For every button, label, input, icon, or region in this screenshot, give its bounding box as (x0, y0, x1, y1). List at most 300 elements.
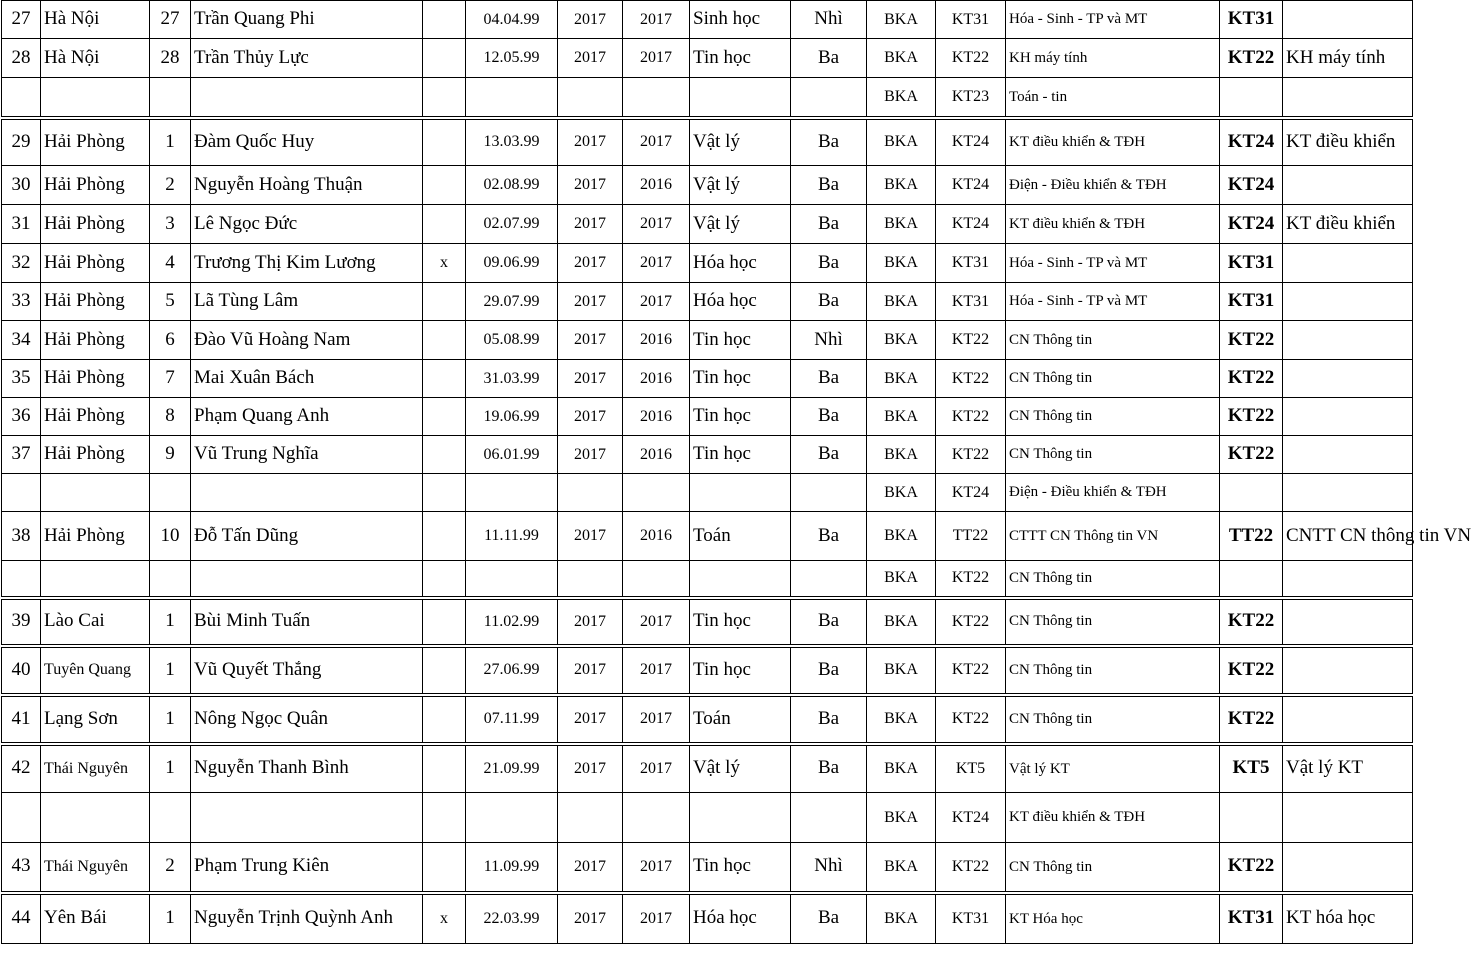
cell-prize: Ba (791, 598, 867, 646)
cell-subject: Vật lý (690, 205, 791, 244)
table-row (2, 244, 1413, 283)
cell-subject: Vật lý (690, 744, 791, 793)
cell-name: Trần Thủy Lực (191, 39, 423, 78)
cell-result: KT22 (1220, 695, 1283, 744)
cell-subject: Tin học (690, 321, 791, 360)
cell-school: BKA (867, 398, 936, 436)
cell-dob: 29.07.99 (466, 283, 558, 321)
cell-year-1: 2017 (558, 436, 623, 474)
cell-year-1: 2017 (558, 646, 623, 695)
student-table (1, 0, 1471, 944)
cell-prize: Ba (791, 398, 867, 436)
table-row (2, 474, 1413, 512)
cell-code: KT31 (936, 1, 1006, 39)
cell-prize: Ba (791, 39, 867, 78)
cell-female: x (423, 244, 466, 283)
cell-female (423, 646, 466, 695)
cell-subject (690, 474, 791, 512)
cell-result: KT5 (1220, 744, 1283, 793)
cell-year-1: 2017 (558, 360, 623, 398)
cell-result: KT22 (1220, 843, 1283, 893)
cell-dob: 07.11.99 (466, 695, 558, 744)
cell-sbd (150, 78, 191, 118)
cell-subject: Tin học (690, 646, 791, 695)
cell-note (1283, 283, 1413, 321)
cell-sbd (150, 474, 191, 512)
cell-note (1283, 321, 1413, 360)
cell-result: KT31 (1220, 893, 1283, 944)
table-row (2, 1, 1413, 39)
cell-subject (690, 78, 791, 118)
table-row (2, 118, 1413, 166)
table-row (2, 166, 1413, 205)
cell-subject: Vật lý (690, 118, 791, 166)
cell-name: Trương Thị Kim Lương (191, 244, 423, 283)
cell-year-1: 2017 (558, 118, 623, 166)
cell-sbd: 1 (150, 893, 191, 944)
table-row (2, 646, 1413, 695)
cell-note (1283, 244, 1413, 283)
cell-province: Hải Phòng (41, 321, 150, 360)
cell-note (1283, 474, 1413, 512)
cell-year-2: 2016 (623, 166, 690, 205)
cell-province: Hải Phòng (41, 166, 150, 205)
cell-major: KT Hóa học (1006, 893, 1220, 944)
cell-female (423, 78, 466, 118)
cell-major: Điện - Điều khiển & TĐH (1006, 474, 1220, 512)
cell-name: Đỗ Tấn Dũng (191, 512, 423, 561)
cell-year-1: 2017 (558, 39, 623, 78)
cell-code: KT24 (936, 166, 1006, 205)
cell-name: Phạm Trung Kiên (191, 843, 423, 893)
cell-female: x (423, 893, 466, 944)
cell-year-2 (623, 474, 690, 512)
cell-subject: Toán (690, 695, 791, 744)
cell-province: Thái Nguyên (41, 744, 150, 793)
table-row (2, 561, 1413, 598)
cell-result: KT22 (1220, 360, 1283, 398)
cell-province: Hải Phòng (41, 205, 150, 244)
cell-stt: 39 (2, 598, 41, 646)
cell-result (1220, 793, 1283, 843)
cell-name: Trần Quang Phi (191, 1, 423, 39)
cell-code: KT22 (936, 360, 1006, 398)
cell-result: KT24 (1220, 205, 1283, 244)
cell-stt: 44 (2, 893, 41, 944)
cell-note (1283, 398, 1413, 436)
cell-year-1: 2017 (558, 695, 623, 744)
cell-code: KT24 (936, 205, 1006, 244)
cell-dob: 13.03.99 (466, 118, 558, 166)
cell-dob: 11.09.99 (466, 843, 558, 893)
cell-stt: 33 (2, 283, 41, 321)
cell-note (1283, 843, 1413, 893)
table-row (2, 843, 1413, 893)
cell-sbd: 8 (150, 398, 191, 436)
cell-female (423, 561, 466, 598)
cell-code: KT5 (936, 744, 1006, 793)
cell-year-2: 2016 (623, 360, 690, 398)
table-row (2, 205, 1413, 244)
cell-note (1283, 436, 1413, 474)
cell-female (423, 205, 466, 244)
cell-stt: 27 (2, 1, 41, 39)
cell-name: Phạm Quang Anh (191, 398, 423, 436)
cell-school: BKA (867, 205, 936, 244)
cell-name: Nông Ngọc Quân (191, 695, 423, 744)
cell-female (423, 39, 466, 78)
cell-school: BKA (867, 1, 936, 39)
cell-result: KT22 (1220, 646, 1283, 695)
cell-major: CN Thông tin (1006, 360, 1220, 398)
cell-stt: 29 (2, 118, 41, 166)
cell-code: KT31 (936, 283, 1006, 321)
cell-year-1: 2017 (558, 205, 623, 244)
cell-year-2: 2017 (623, 205, 690, 244)
cell-female (423, 744, 466, 793)
cell-dob (466, 561, 558, 598)
cell-school: BKA (867, 166, 936, 205)
cell-prize (791, 793, 867, 843)
cell-subject: Tin học (690, 598, 791, 646)
table-row (2, 598, 1413, 646)
cell-result: KT22 (1220, 436, 1283, 474)
cell-dob: 11.11.99 (466, 512, 558, 561)
cell-female (423, 695, 466, 744)
cell-prize (791, 474, 867, 512)
cell-sbd: 1 (150, 744, 191, 793)
cell-female (423, 118, 466, 166)
cell-school: BKA (867, 118, 936, 166)
cell-sbd: 6 (150, 321, 191, 360)
cell-year-1: 2017 (558, 398, 623, 436)
cell-province: Hải Phòng (41, 436, 150, 474)
cell-major: Vật lý KT (1006, 744, 1220, 793)
cell-note (1283, 1, 1413, 39)
cell-result: KT22 (1220, 598, 1283, 646)
cell-school: BKA (867, 474, 936, 512)
cell-female (423, 512, 466, 561)
cell-year-2: 2017 (623, 1, 690, 39)
cell-name: Mai Xuân Bách (191, 360, 423, 398)
cell-sbd: 5 (150, 283, 191, 321)
cell-major: Toán - tin (1006, 78, 1220, 118)
cell-code: TT22 (936, 512, 1006, 561)
cell-school: BKA (867, 646, 936, 695)
cell-female (423, 598, 466, 646)
table-row (2, 744, 1413, 793)
cell-name: Đào Vũ Hoàng Nam (191, 321, 423, 360)
cell-note: KT điều khiển (1283, 118, 1413, 166)
cell-subject: Toán (690, 512, 791, 561)
cell-result (1220, 78, 1283, 118)
table-row (2, 283, 1413, 321)
cell-year-1: 2017 (558, 843, 623, 893)
cell-school: BKA (867, 744, 936, 793)
cell-sbd: 3 (150, 205, 191, 244)
cell-result (1220, 474, 1283, 512)
cell-major: KT điều khiển & TĐH (1006, 793, 1220, 843)
cell-code: KT22 (936, 598, 1006, 646)
cell-code: KT22 (936, 843, 1006, 893)
cell-major: CN Thông tin (1006, 321, 1220, 360)
cell-prize: Ba (791, 205, 867, 244)
cell-major: CN Thông tin (1006, 398, 1220, 436)
cell-note (1283, 78, 1413, 118)
cell-name (191, 793, 423, 843)
cell-result: TT22 (1220, 512, 1283, 561)
cell-stt: 31 (2, 205, 41, 244)
cell-province: Hải Phòng (41, 512, 150, 561)
cell-sbd: 1 (150, 646, 191, 695)
cell-sbd: 28 (150, 39, 191, 78)
cell-note (1283, 166, 1413, 205)
cell-province (41, 561, 150, 598)
cell-province: Hải Phòng (41, 283, 150, 321)
cell-result: KT22 (1220, 39, 1283, 78)
cell-dob: 11.02.99 (466, 598, 558, 646)
cell-result: KT22 (1220, 321, 1283, 360)
cell-code: KT31 (936, 893, 1006, 944)
cell-result: KT31 (1220, 283, 1283, 321)
cell-major: CN Thông tin (1006, 561, 1220, 598)
cell-stt (2, 78, 41, 118)
cell-year-2: 2017 (623, 39, 690, 78)
cell-major: KH máy tính (1006, 39, 1220, 78)
cell-code: KT22 (936, 321, 1006, 360)
cell-note: CNTT CN thông tin VN (1283, 512, 1413, 561)
cell-year-2: 2017 (623, 118, 690, 166)
cell-school: BKA (867, 561, 936, 598)
cell-name (191, 78, 423, 118)
cell-dob: 04.04.99 (466, 1, 558, 39)
cell-prize: Ba (791, 436, 867, 474)
cell-dob: 02.07.99 (466, 205, 558, 244)
cell-name: Nguyễn Thanh Bình (191, 744, 423, 793)
cell-year-2: 2017 (623, 695, 690, 744)
cell-female (423, 843, 466, 893)
cell-school: BKA (867, 512, 936, 561)
cell-year-1 (558, 793, 623, 843)
cell-major: CN Thông tin (1006, 695, 1220, 744)
cell-dob: 19.06.99 (466, 398, 558, 436)
cell-sbd (150, 793, 191, 843)
cell-year-1: 2017 (558, 598, 623, 646)
cell-province: Yên Bái (41, 893, 150, 944)
cell-dob: 21.09.99 (466, 744, 558, 793)
cell-result: KT31 (1220, 244, 1283, 283)
cell-sbd: 1 (150, 118, 191, 166)
cell-province: Thái Nguyên (41, 843, 150, 893)
cell-result: KT31 (1220, 1, 1283, 39)
cell-dob: 31.03.99 (466, 360, 558, 398)
cell-result: KT22 (1220, 398, 1283, 436)
cell-year-1: 2017 (558, 283, 623, 321)
cell-note: KT điều khiển (1283, 205, 1413, 244)
cell-female (423, 793, 466, 843)
cell-dob: 02.08.99 (466, 166, 558, 205)
cell-subject: Hóa học (690, 283, 791, 321)
cell-year-2 (623, 561, 690, 598)
table-row (2, 793, 1413, 843)
cell-major: KT điều khiển & TĐH (1006, 205, 1220, 244)
cell-note: KT hóa học (1283, 893, 1413, 944)
cell-province (41, 78, 150, 118)
cell-prize: Ba (791, 283, 867, 321)
cell-year-2: 2017 (623, 843, 690, 893)
cell-note: Vật lý KT (1283, 744, 1413, 793)
cell-name (191, 561, 423, 598)
cell-stt: 38 (2, 512, 41, 561)
cell-subject: Vật lý (690, 166, 791, 205)
cell-prize (791, 78, 867, 118)
cell-year-2: 2017 (623, 893, 690, 944)
cell-year-1 (558, 561, 623, 598)
cell-school: BKA (867, 360, 936, 398)
cell-note (1283, 598, 1413, 646)
cell-subject: Sinh học (690, 1, 791, 39)
cell-result (1220, 561, 1283, 598)
table-row (2, 39, 1413, 78)
cell-note (1283, 793, 1413, 843)
cell-province (41, 793, 150, 843)
cell-stt: 43 (2, 843, 41, 893)
cell-year-1: 2017 (558, 1, 623, 39)
cell-province: Hải Phòng (41, 360, 150, 398)
cell-prize: Ba (791, 512, 867, 561)
cell-name: Nguyễn Trịnh Quỳnh Anh (191, 893, 423, 944)
table-row (2, 78, 1413, 118)
cell-sbd (150, 561, 191, 598)
cell-major: Hóa - Sinh - TP và MT (1006, 244, 1220, 283)
cell-prize: Ba (791, 360, 867, 398)
cell-name: Lã Tùng Lâm (191, 283, 423, 321)
cell-female (423, 1, 466, 39)
cell-province: Lạng Sơn (41, 695, 150, 744)
cell-stt (2, 474, 41, 512)
cell-prize: Ba (791, 244, 867, 283)
cell-prize: Ba (791, 695, 867, 744)
cell-sbd: 9 (150, 436, 191, 474)
cell-dob: 12.05.99 (466, 39, 558, 78)
cell-prize: Ba (791, 744, 867, 793)
cell-stt (2, 793, 41, 843)
cell-major: CN Thông tin (1006, 646, 1220, 695)
cell-name: Nguyễn Hoàng Thuận (191, 166, 423, 205)
cell-sbd: 10 (150, 512, 191, 561)
cell-year-2: 2016 (623, 398, 690, 436)
cell-subject: Tin học (690, 39, 791, 78)
cell-subject: Tin học (690, 360, 791, 398)
table-row (2, 398, 1413, 436)
cell-dob: 06.01.99 (466, 436, 558, 474)
cell-stt (2, 561, 41, 598)
cell-female (423, 360, 466, 398)
cell-prize (791, 561, 867, 598)
cell-dob: 09.06.99 (466, 244, 558, 283)
cell-year-2: 2016 (623, 512, 690, 561)
cell-province: Tuyên Quang (41, 646, 150, 695)
cell-year-2: 2017 (623, 598, 690, 646)
cell-code: KT22 (936, 695, 1006, 744)
cell-stt: 34 (2, 321, 41, 360)
cell-dob (466, 793, 558, 843)
cell-prize: Nhì (791, 843, 867, 893)
cell-subject (690, 793, 791, 843)
cell-code: KT22 (936, 646, 1006, 695)
cell-sbd: 4 (150, 244, 191, 283)
cell-dob: 22.03.99 (466, 893, 558, 944)
cell-female (423, 166, 466, 205)
cell-year-1: 2017 (558, 512, 623, 561)
cell-sbd: 27 (150, 1, 191, 39)
cell-code: KT22 (936, 436, 1006, 474)
cell-major: CTTT CN Thông tin VN (1006, 512, 1220, 561)
cell-school: BKA (867, 244, 936, 283)
cell-name: Vũ Quyết Thắng (191, 646, 423, 695)
cell-school: BKA (867, 893, 936, 944)
cell-sbd: 1 (150, 695, 191, 744)
cell-major: CN Thông tin (1006, 436, 1220, 474)
table-body (2, 1, 1471, 944)
cell-female (423, 398, 466, 436)
cell-year-1 (558, 78, 623, 118)
cell-code: KT24 (936, 118, 1006, 166)
table-row (2, 512, 1413, 561)
cell-year-1: 2017 (558, 744, 623, 793)
cell-year-1 (558, 474, 623, 512)
cell-year-2 (623, 78, 690, 118)
cell-subject: Tin học (690, 398, 791, 436)
cell-year-2 (623, 793, 690, 843)
cell-year-2: 2017 (623, 646, 690, 695)
table-row (2, 695, 1413, 744)
cell-female (423, 474, 466, 512)
cell-prize: Ba (791, 166, 867, 205)
cell-stt: 35 (2, 360, 41, 398)
cell-result: KT24 (1220, 166, 1283, 205)
cell-note (1283, 646, 1413, 695)
cell-prize: Ba (791, 646, 867, 695)
cell-note (1283, 360, 1413, 398)
cell-code: KT24 (936, 474, 1006, 512)
cell-prize: Nhì (791, 321, 867, 360)
cell-province: Hải Phòng (41, 244, 150, 283)
cell-subject: Tin học (690, 436, 791, 474)
table-row (2, 360, 1413, 398)
cell-note: KH máy tính (1283, 39, 1413, 78)
cell-prize: Nhì (791, 1, 867, 39)
cell-school: BKA (867, 843, 936, 893)
cell-subject: Tin học (690, 843, 791, 893)
cell-stt: 40 (2, 646, 41, 695)
cell-school: BKA (867, 321, 936, 360)
cell-name (191, 474, 423, 512)
cell-code: KT22 (936, 398, 1006, 436)
cell-note (1283, 561, 1413, 598)
cell-province: Hải Phòng (41, 398, 150, 436)
cell-female (423, 283, 466, 321)
cell-major: CN Thông tin (1006, 843, 1220, 893)
cell-school: BKA (867, 436, 936, 474)
cell-province (41, 474, 150, 512)
cell-dob: 27.06.99 (466, 646, 558, 695)
cell-year-1: 2017 (558, 321, 623, 360)
cell-stt: 41 (2, 695, 41, 744)
cell-subject (690, 561, 791, 598)
cell-major: Điện - Điều khiển & TĐH (1006, 166, 1220, 205)
cell-school: BKA (867, 598, 936, 646)
